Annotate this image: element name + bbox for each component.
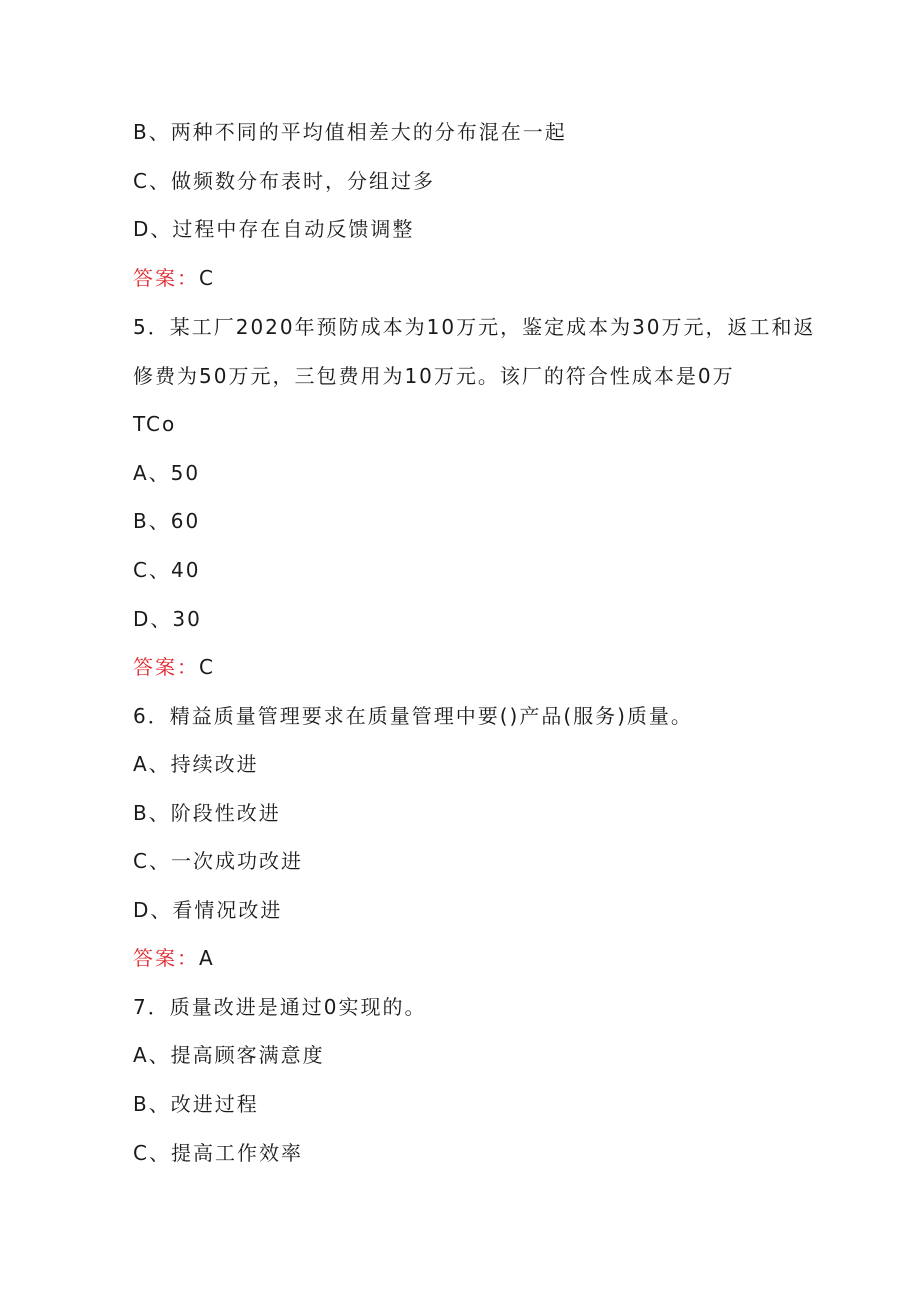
question-6-text: 6．精益质量管理要求在质量管理中要()产品(服务)质量。 (133, 704, 693, 728)
question-7-option-b: B、改进过程 (133, 1092, 259, 1116)
question-5-answer (133, 655, 215, 679)
question-7-option-c: C、提高工作效率 (133, 1141, 303, 1165)
answer-value: C (199, 655, 215, 679)
answer-label: 答案： (133, 946, 199, 970)
question-5-text-end: TCo (133, 412, 177, 436)
answer-value: A (199, 946, 215, 970)
question-5-option-b: B、60 (133, 509, 201, 533)
question-5-option-a: A、50 (133, 461, 201, 485)
question-5-option-c: C、40 (133, 558, 201, 582)
question-6-option-d: D、看情况改进 (133, 898, 283, 922)
answer-line (133, 266, 215, 290)
option-b: B、两种不同的平均值相差大的分布混在一起 (133, 120, 567, 144)
question-6-option-a: A、持续改进 (133, 752, 259, 776)
question-5-option-d: D、30 (133, 607, 202, 631)
question-5-text-cont: 修费为50万元，三包费用为10万元。该厂的符合性成本是0万 (133, 364, 735, 388)
answer-label: 答案： (133, 266, 199, 290)
question-7-option-a: A、提高顾客满意度 (133, 1043, 325, 1067)
answer-value: C (199, 266, 215, 290)
question-6-answer (133, 946, 215, 970)
question-6-option-c: C、一次成功改进 (133, 849, 303, 873)
question-6-option-b: B、阶段性改进 (133, 801, 281, 825)
option-c: C、做频数分布表时，分组过多 (133, 169, 435, 193)
answer-label: 答案： (133, 655, 199, 679)
question-7-text: 7．质量改进是通过0实现的。 (133, 995, 427, 1019)
option-d: D、过程中存在自动反馈调整 (133, 217, 415, 241)
question-5-text: 5．某工厂2020年预防成本为10万元，鉴定成本为30万元，返工和返 (133, 315, 816, 339)
